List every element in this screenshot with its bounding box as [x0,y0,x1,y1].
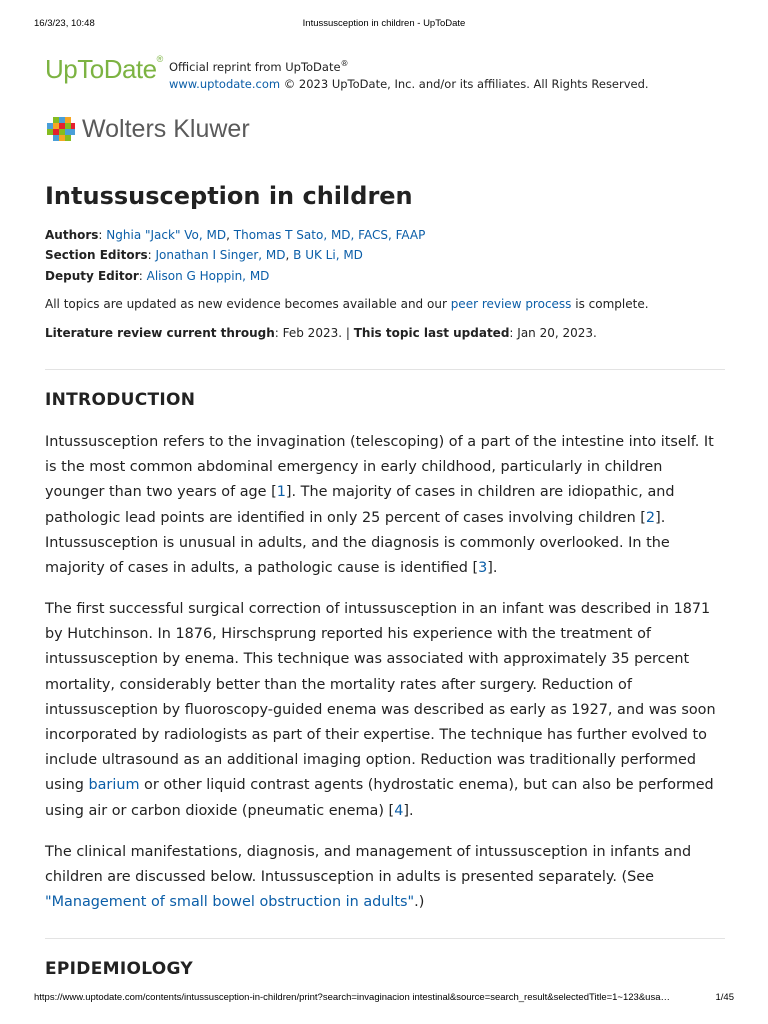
reference-link[interactable]: 4 [394,802,404,819]
update-note-text: All topics are updated as new evidence becomes available and our [45,297,451,311]
paragraph-text: The clinical manifestations, diagnosis, and management of intussusception in infants and children are discussed below. Intussusception in adults is presented separately. (See [45,844,692,886]
last-updated-value: : Jan 20, 2023. [509,326,597,340]
intro-paragraph-2 [45,597,725,824]
uptodate-site-link[interactable]: www.uptodate.com [169,76,281,91]
wolters-kluwer-name: Wolters Kluwer [82,115,250,143]
divider [45,938,725,939]
wolters-kluwer-logo-icon [45,113,77,145]
registered-mark: ® [156,54,163,65]
deputy-editor-link[interactable]: Alison G Hoppin, MD [146,269,270,283]
authors-label: Authors [45,228,99,242]
brand-row [45,52,725,92]
reference-link[interactable]: 2 [645,509,656,526]
update-note-text-end: is complete. [571,297,649,311]
section-heading-epidemiology: EPIDEMIOLOGY [45,959,193,979]
reference-link[interactable]: 1 [276,484,286,501]
uptodate-logo-text: UpToDate [45,54,157,84]
small-bowel-obstruction-link[interactable]: "Management of small bowel obstruction in adults" [45,894,415,911]
print-date: 16/3/23, 10:48 [34,18,95,29]
lit-review-value: : Feb 2023. | [274,326,354,340]
print-footer [0,992,768,1006]
paragraph-text: ]. Intussusception is unusual in adults, and the diagnosis is commonly overlooked. In the majority of cases in adults, a pathologic cause is identified [ [45,509,670,577]
deputy-editor-label: Deputy Editor [45,269,139,283]
reprint-notice [169,55,649,93]
print-url: https://www.uptodate.com/contents/intussusception-in-children/print?search=invaginacion intestinal&source=search_result&selectedTitle=1~123&usa… [34,992,670,1003]
intro-paragraph-3 [45,840,725,916]
reprint-registered-mark: ® [340,59,349,68]
section-editor-link[interactable]: B UK Li, MD [293,248,363,262]
paragraph-text: Intussusception refers to the invagination (telescoping) of a part of the intestine into itself. It is the most common abdominal emergency in early childhood, particularly in children younger than two years of age [ [45,434,714,501]
author-link[interactable]: Thomas T Sato, MD, FACS, FAAP [233,228,426,242]
paragraph-text: .) [414,894,425,911]
reference-link[interactable]: 3 [478,560,488,577]
barium-link[interactable]: barium [88,777,140,794]
print-header [0,18,768,32]
section-editor-link[interactable]: Jonathan I Singer, MD [155,248,286,262]
page-number: 1/45 [715,992,734,1003]
article-title: Intussusception in children [45,182,413,210]
section-editors-label: Section Editors [45,248,148,262]
peer-review-link[interactable]: peer review process [450,297,572,311]
divider [45,369,725,370]
intro-paragraph-1 [45,430,725,581]
reprint-text: Official reprint from UpToDate [169,59,341,74]
last-updated-label: This topic last updated [353,326,510,340]
paragraph-text: ]. [487,560,498,577]
copyright-text: © 2023 UpToDate, Inc. and/or its affiliates. All Rights Reserved. [280,76,649,91]
section-heading-introduction: INTRODUCTION [45,390,196,410]
update-note [45,297,649,311]
paragraph-text: ]. The majority of cases in children are idiopathic, and pathologic lead points are identified in only 25 percent of cases involving children [ [45,484,675,526]
paragraph-text: The first successful surgical correction of intussusception in an infant was described in 1871 by Hutchinson. In 1876, Hirschsprung reported his experience with the treatment of intussusception by enema. This technique was associated with approximately 35 percent mortality, considerably better than the mortality rates after surgery. Reduction of intussusception by fluoroscopy-guided enema was described as early as 1927, and was soon incorporated by radiologists as part of their expertise. The technique has further evolved to include ultrasound as an additional imaging option. Reduction was traditionally performed using [45,601,716,794]
paragraph-text: ]. [403,802,414,819]
deputy-editor-line: Deputy Editor: Alison G Hoppin, MD [45,269,270,283]
author-link[interactable]: Nghia "Jack" Vo, MD [106,228,227,242]
print-title: Intussusception in children - UpToDate [302,18,466,29]
uptodate-logo [45,54,163,85]
paragraph-text: or other liquid contrast agents (hydrostatic enema), but can also be performed using air or carbon dioxide (pneumatic enema) [ [45,777,714,819]
authors-line: Authors: Nghia "Jack" Vo, MD, Thomas T Sato, MD, FACS, FAAP [45,228,426,242]
literature-review-line [45,326,597,340]
section-editors-line: Section Editors: Jonathan I Singer, MD, B UK Li, MD [45,248,363,262]
lit-review-label: Literature review current through [45,326,275,340]
